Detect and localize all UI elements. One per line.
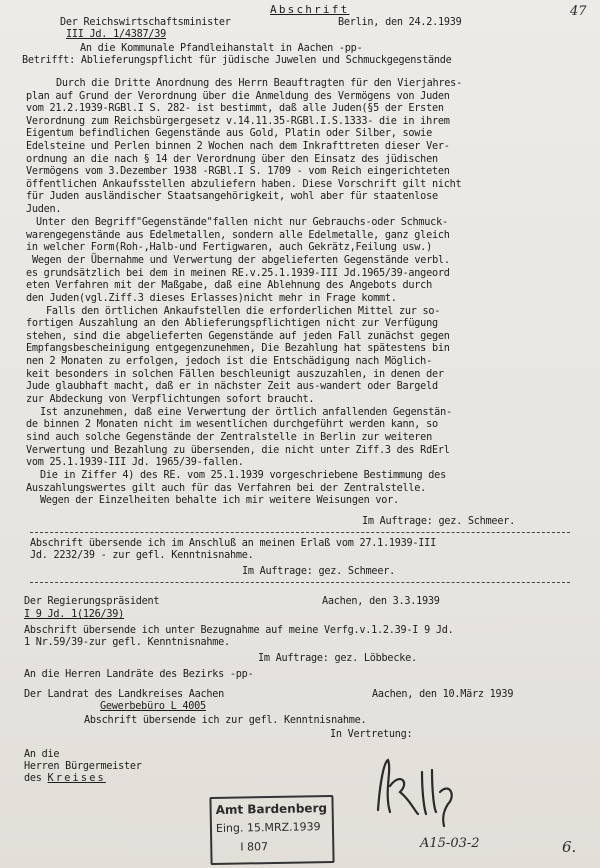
- body-line: Edelsteine und Perlen binnen 2 Wochen nach dem Inkrafttreten dieser Ver-: [26, 141, 450, 152]
- body-line: zur Abdeckung von Verpflichtungen sofort braucht.: [26, 393, 315, 405]
- block3-place-date: Aachen, den 3.3.1939: [322, 596, 440, 607]
- block3-line2: 1 Nr.59/39-zur gefl. Kenntnisnahme.: [24, 637, 230, 648]
- corner-mark: 6.: [562, 838, 577, 856]
- file-reference: III Jd. 1/4387/39: [66, 29, 167, 40]
- subject: Betrifft: Ablieferungspflicht für jüdische Juwelen und Schmuckgegenstände: [22, 55, 452, 66]
- block2-signature: Im Auftrage: gez. Schmeer.: [242, 566, 395, 577]
- sender: Der Reichswirtschaftsminister: [60, 17, 231, 28]
- block4-addr2: Herren Bürgermeister: [24, 761, 142, 772]
- body-line: Wegen der Übernahme und Verwertung der abgelieferten Gegenstände verbl.: [32, 255, 450, 267]
- place-date: Berlin, den 24.2.1939: [338, 17, 462, 28]
- body-line: Eigentum befindlichen Gegenstände aus Gold, Platin oder Silber, sowie: [26, 128, 432, 140]
- body-line: Unter den Begriff"Gegenstände"fallen nicht nur Gebrauchs-oder Schmuck-: [36, 217, 448, 228]
- body-line: für Juden ausländischer Staatsangehörigkeit, wohl aber für staatenlose: [26, 191, 438, 203]
- block3-addressee: An die Herren Landräte des Bezirks -pp-: [24, 669, 254, 680]
- handwritten-signature: [370, 752, 470, 832]
- body-line: ordnung an die nach § 14 der Verordnung über den Einsatz des jüdischen: [26, 153, 438, 165]
- block3-signature: Im Auftrage: gez. Löbbecke.: [258, 653, 417, 664]
- body-line: sind auch solche Gegenstände der Zentralstelle in Berlin zur weiteren: [26, 432, 432, 443]
- body-line: es grundsätzlich bei dem in meinen RE.v.25.1.1939-III Jd.1965/39-angeord: [26, 267, 450, 279]
- block4-addr1: An die: [24, 749, 60, 760]
- body-line: Auszahlungswertes gilt auch für das Verfahren bei der Zentralstelle.: [26, 482, 427, 494]
- body-line: Falls den örtlichen Ankaufstellen die erforderlichen Mittel zur so-: [46, 305, 441, 317]
- body-line: Juden.: [26, 204, 62, 215]
- block3-file-reference: I 9 Jd. 1(126/39): [24, 609, 125, 620]
- body-line: eten Verfahren mit der Maßgabe, daß eine Ablehnung des Angebots durch: [26, 280, 432, 292]
- body-line: Durch die Dritte Anordnung des Herrn Beauftragten für den Vierjahres-: [56, 78, 462, 89]
- body-line: Jude glaubhaft macht, daß er in nächster Zeit aus-wandert oder Bargeld: [26, 381, 438, 393]
- block2-line1: Abschrift übersende ich im Anschluß an meinen Erlaß vom 27.1.1939-III: [30, 538, 436, 549]
- body-line: Wegen der Einzelheiten behalte ich mir weitere Weisungen vor.: [40, 495, 399, 507]
- body-line: fortigen Auszahlung an den Ablieferungspflichtigen nicht zur Verfügung: [26, 318, 438, 330]
- body-line: Verordnung zum Reichsbürgergesetz v.14.11.35-RGBl.I.S.1333- die in ihrem: [26, 115, 450, 127]
- body-line: Verwertung und Bezahlung zu übersenden, die nicht unter Ziff.3 des RdErl: [26, 444, 450, 456]
- body-line: plan auf Grund der Verordnung über die Anmeldung des Vermögens von Juden: [26, 90, 450, 102]
- block3-sender: Der Regierungspräsident: [24, 596, 160, 607]
- page-number: 47: [570, 4, 587, 19]
- archive-reference: A15-03-2: [420, 836, 480, 851]
- body-line: öffentlichen Ankaufsstellen abzuliefern haben. Diese Vorschrift gilt nicht: [26, 178, 462, 190]
- abschrift-label: Abschrift: [270, 3, 350, 16]
- body-line: nen 2 Monaten zu erfolgen, jedoch ist die Entschädigung nach Möglich-: [26, 356, 432, 367]
- stamp-office: Amt Bardenberg: [215, 801, 328, 817]
- block4-place-date: Aachen, den 10.März 1939: [372, 689, 514, 700]
- block4-sender: Der Landrat des Landkreises Aachen: [24, 689, 225, 700]
- body-line: Empfangsbescheinigung entgegenzunehmen, Die Bezahlung hat spätestens bin: [26, 343, 450, 355]
- block2-line2: Jd. 2232/39 - zur gefl. Kenntnisnahme.: [30, 550, 254, 561]
- separator-rule-2: [30, 582, 570, 583]
- body-line: de binnen 2 Monaten nicht im wesentlichen durchgeführt werden kann, so: [26, 419, 438, 431]
- body-line: stehen, sind die abgelieferten Gegenstände auf jeden Fall zunächst gegen: [26, 330, 450, 342]
- addr3-kreises: Kreises: [47, 773, 106, 784]
- addressee: An die Kommunale Pfandleihanstalt in Aachen -pp-: [80, 43, 363, 54]
- block4-office: Gewerbebüro L 4005: [100, 701, 206, 712]
- block4-signature: In Vertretung:: [330, 729, 413, 740]
- body-line: in welcher Form(Roh-,Halb-und Fertigwaren, auch Gekrätz,Feilung usw.): [26, 242, 432, 254]
- stamp-date: Eing. 15.MRZ.1939: [215, 820, 321, 835]
- addr3-prefix: des: [24, 773, 42, 784]
- block4-line1: Abschrift übersende ich zur gefl. Kenntnisnahme.: [84, 715, 367, 726]
- body-line: warengegenstände aus Edelmetallen, sondern alle Edelmetalle, ganz gleich: [26, 229, 450, 241]
- body-line: Vermögens vom 3.Dezember 1938 -RGBl.I S. 1709 - vom Reich eingerichteten: [26, 166, 450, 178]
- body-line: Ist anzunehmen, daß eine Verwertung der örtlich anfallenden Gegenstän-: [40, 406, 452, 418]
- block3-line1: Abschrift übersende ich unter Bezugnahme auf meine Verfg.v.1.2.39-I 9 Jd.: [24, 625, 454, 636]
- receipt-stamp: [209, 795, 334, 865]
- signature-schmeer: Im Auftrage: gez. Schmeer.: [362, 516, 515, 527]
- body-line: den Juden(vgl.Ziff.3 dieses Erlasses)nicht mehr in Frage kommt.: [26, 293, 397, 304]
- body-line: keit besonders in solchen Fällen beschleunigt auszuzahlen, in denen der: [26, 368, 444, 380]
- body-line: Die in Ziffer 4) des RE. vom 25.1.1939 vorgeschriebene Bestimmung des: [40, 470, 446, 482]
- body-line: vom 25.1.1939-III Jd. 1965/39-fallen.: [26, 457, 244, 469]
- block4-addr3: [24, 773, 106, 785]
- stamp-number: I 807: [240, 840, 269, 854]
- body-line: vom 21.2.1939-RGBl.I S. 282- ist bestimmt, daß alle Juden(§5 der Ersten: [26, 103, 444, 115]
- separator-rule: [30, 532, 570, 533]
